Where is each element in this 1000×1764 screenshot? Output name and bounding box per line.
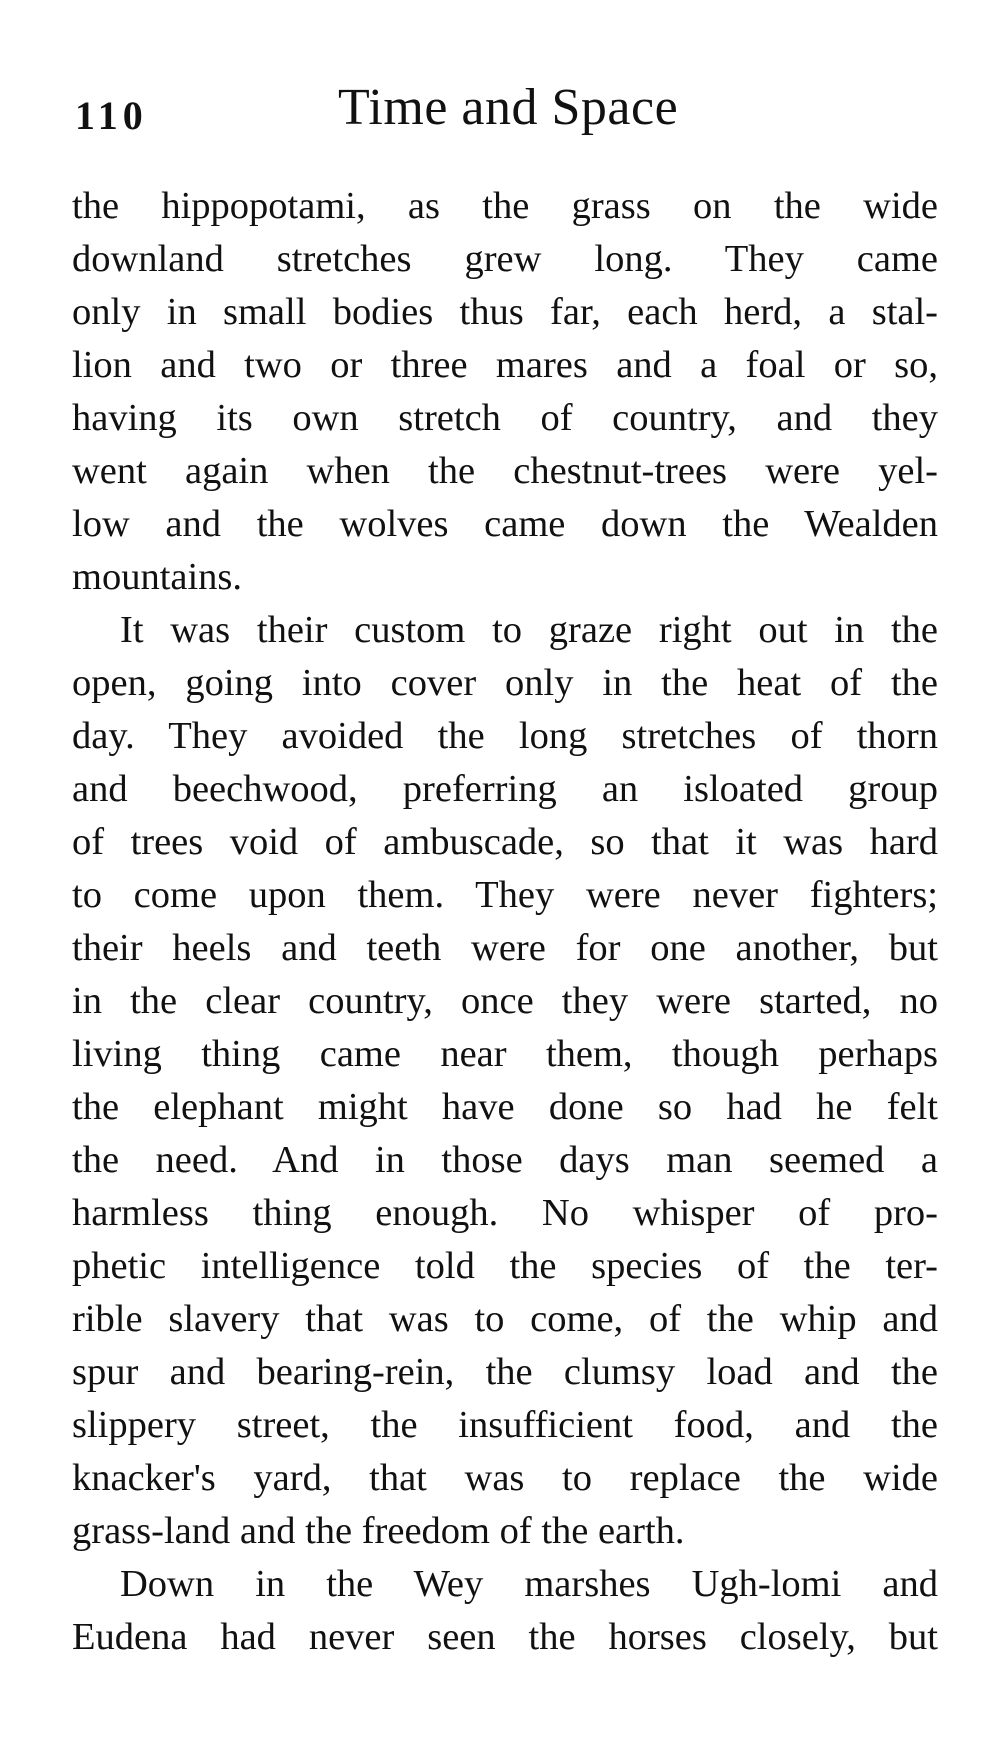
text-line: It was their custom to graze right out in the (120, 609, 938, 651)
text-line: downland stretches grew long. They came (72, 238, 938, 280)
text-line: rible slavery that was to come, of the whip and (72, 1298, 938, 1340)
text-line: mountains. (72, 556, 243, 598)
text-line: open, going into cover only in the heat of the (72, 662, 938, 704)
running-title: Time and Space (338, 79, 679, 136)
text-line: lion and two or three mares and a foal or so, (72, 344, 938, 386)
text-line: having its own stretch of country, and they (72, 397, 938, 439)
text-line: to come upon them. They were never fighters; (72, 874, 938, 916)
text-line: harmless thing enough. No whisper of pro- (72, 1192, 938, 1234)
text-line: only in small bodies thus far, each herd, a stal- (72, 291, 938, 333)
body-text (72, 180, 938, 1664)
text-line: grass-land and the freedom of the earth. (72, 1510, 685, 1552)
text-line: slippery street, the insufficient food, and the (72, 1404, 938, 1446)
text-line: their heels and teeth were for one another, but (72, 927, 938, 969)
text-line: the elephant might have done so had he felt (72, 1086, 938, 1128)
text-line: low and the wolves came down the Wealden (72, 503, 938, 545)
text-line: Eudena had never seen the horses closely, but (72, 1616, 938, 1658)
text-line: spur and bearing-rein, the clumsy load and the (72, 1351, 938, 1393)
text-line: day. They avoided the long stretches of thorn (72, 715, 938, 757)
page-number: 110 (75, 93, 148, 138)
running-head (75, 78, 905, 148)
text-line: and beechwood, preferring an isloated group (72, 768, 938, 810)
text-line: in the clear country, once they were started, no (72, 980, 938, 1022)
text-line: the hippopotami, as the grass on the wide (72, 185, 938, 227)
text-line: went again when the chestnut-trees were yel- (72, 450, 938, 492)
text-line: knacker's yard, that was to replace the wide (72, 1457, 938, 1499)
text-line: phetic intelligence told the species of the ter- (72, 1245, 938, 1287)
text-line: of trees void of ambuscade, so that it was hard (72, 821, 938, 863)
text-line: living thing came near them, though perhaps (72, 1033, 938, 1075)
text-line: Down in the Wey marshes Ugh-lomi and (120, 1563, 938, 1605)
text-line: the need. And in those days man seemed a (72, 1139, 938, 1181)
